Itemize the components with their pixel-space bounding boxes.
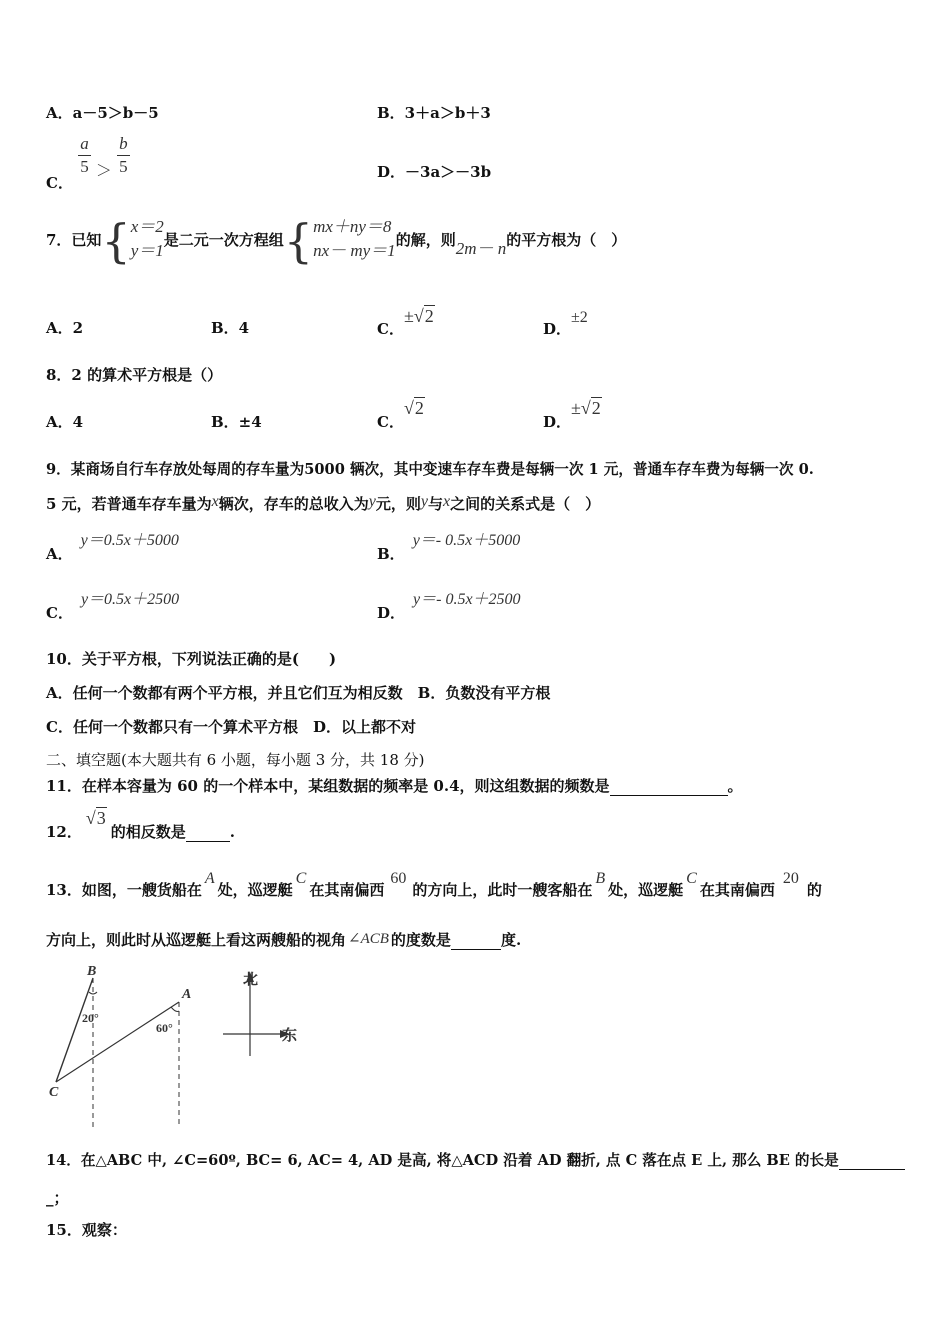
q7-option-a: A．2 [46, 319, 84, 337]
north-label: 北 [243, 970, 259, 988]
q10-stem: 10．关于平方根，下列说法正确的是( ) [46, 650, 337, 668]
q7-pm-sqrt2: ±√2 [403, 306, 434, 326]
q14-stem-line1: 14．在△ABC 中, ∠C=60º, BC= 6, AC= 4, AD 是高, 将△ACD 沿着 AD 翻折, 点 C 落在点 E 上, 那么 BE 的长是 [46, 1149, 905, 1170]
segment-ca [56, 1002, 179, 1082]
q9-option-d: D．y＝- 0.5x＋2500 [377, 591, 521, 622]
q7-option-b: B．4 [211, 319, 250, 337]
angle-label-20: 20° [82, 1011, 99, 1025]
q15-stem: 15．观察： [46, 1221, 127, 1239]
q6-option-b: B．3＋a＞b＋3 [377, 104, 491, 122]
q6-option-c-label: C． [46, 173, 73, 192]
q11-answer-blank[interactable] [610, 777, 728, 796]
q13-answer-blank[interactable] [451, 931, 501, 950]
q6-fraction-left: $\frac{a}{5}$ [80, 134, 89, 176]
q9-stem-line1: 9．某商场自行车存放处每周的存车量为5000 辆次，其中变速车存车费是每辆一次 1 元，普通车存车费为每辆一次 0. [46, 461, 814, 478]
angle-arc-a [171, 1007, 179, 1012]
q8-sqrt2: √2 [403, 398, 424, 418]
q8-pm-sqrt2: ±√2 [571, 398, 601, 418]
q12-answer-blank[interactable] [186, 823, 230, 842]
q11-stem: 11．在样本容量为 60 的一个样本中，某组数据的频率是 0.4，则这组数据的频数是 。 [46, 777, 743, 795]
q7-pm-2: ±2 [571, 309, 588, 326]
q10-options-ab: A．任何一个数都有两个平方根，并且它们互为相反数 B．负数没有平方根 [46, 684, 551, 702]
q7-mid-text: 是二元一次方程组 [163, 231, 284, 249]
q8-option-a: A．4 [46, 413, 84, 431]
q7-option-c: C．±√2 [377, 306, 434, 338]
section-title: 二、填空题(本大题共有 6 小题，每小题 3 分，共 18 分) [46, 751, 425, 769]
q7-expression: 2m－ n [455, 239, 507, 258]
q13-figure [40, 960, 310, 1135]
angle-label-60: 60° [156, 1021, 173, 1035]
q8-option-c: C．√2 [377, 398, 424, 431]
q7-option-d: D．±2 [543, 309, 588, 338]
q13-stem-line1: 13．如图，一艘货船在A处，巡逻艇C在其南偏西60的方向上，此时一艘客船在B处，巡逻艇C在其南偏西20的 [46, 870, 822, 899]
q8-stem: 8．2 的算术平方根是（） [46, 366, 223, 384]
q7-suffix: 的平方根为（ ） [506, 231, 627, 249]
q13-stem-line2: 方向上，则此时从巡逻艇上看这两艘船的视角 ∠ACB 的度数是 度. [46, 931, 522, 949]
q7-prefix: 7．已知 [46, 231, 102, 249]
q9-option-b: B．y＝- 0.5x＋5000 [377, 532, 521, 563]
q14-answer-blank[interactable] [839, 1152, 905, 1170]
q9-option-c: C．y＝0.5x＋2500 [46, 591, 180, 622]
q12-sqrt3: √3 [85, 808, 106, 828]
label-c: C [49, 1085, 59, 1100]
q7-mid-text-2: 的解，则 [395, 231, 456, 249]
q8-option-d: D．±√2 [543, 398, 601, 431]
q7-brace-right: { [283, 214, 314, 268]
q9-option-a: A．y＝0.5x＋5000 [46, 532, 179, 563]
label-b: B [87, 964, 97, 979]
q7-brace-left: { [101, 214, 131, 268]
segment-bc [56, 978, 93, 1082]
q14-stem-line2: _； [46, 1189, 69, 1207]
angle-arc-b [89, 992, 97, 994]
q8-option-b: B．±4 [211, 413, 262, 431]
q6-option-d: D．－3a＞－3b [377, 163, 492, 181]
q6-option-a: A．a－5＞b－5 [46, 104, 159, 122]
q6-fraction-right: $\frac{b}{5}$ [119, 134, 128, 176]
q7-system-solution: x＝2 y＝1 [130, 217, 164, 260]
q7-stem [46, 214, 627, 274]
east-label: 东 [282, 1026, 298, 1044]
q6-option-c [46, 134, 130, 192]
q10-options-cd: C．任何一个数都只有一个算术平方根 D．以上都不对 [46, 718, 416, 736]
q7-system-equations: mx＋ny＝8 nx－ my＝1 [313, 217, 396, 260]
q6-gt-sign: ＞ [95, 162, 112, 180]
q12-stem: 12．√3的相反数是 . [46, 808, 236, 841]
label-a: A [182, 987, 192, 1002]
q9-stem-line2: 5 元，若普通车存车量为x辆次，存车的总收入为y元，则y与x之间的关系式是（ ） [46, 493, 601, 513]
